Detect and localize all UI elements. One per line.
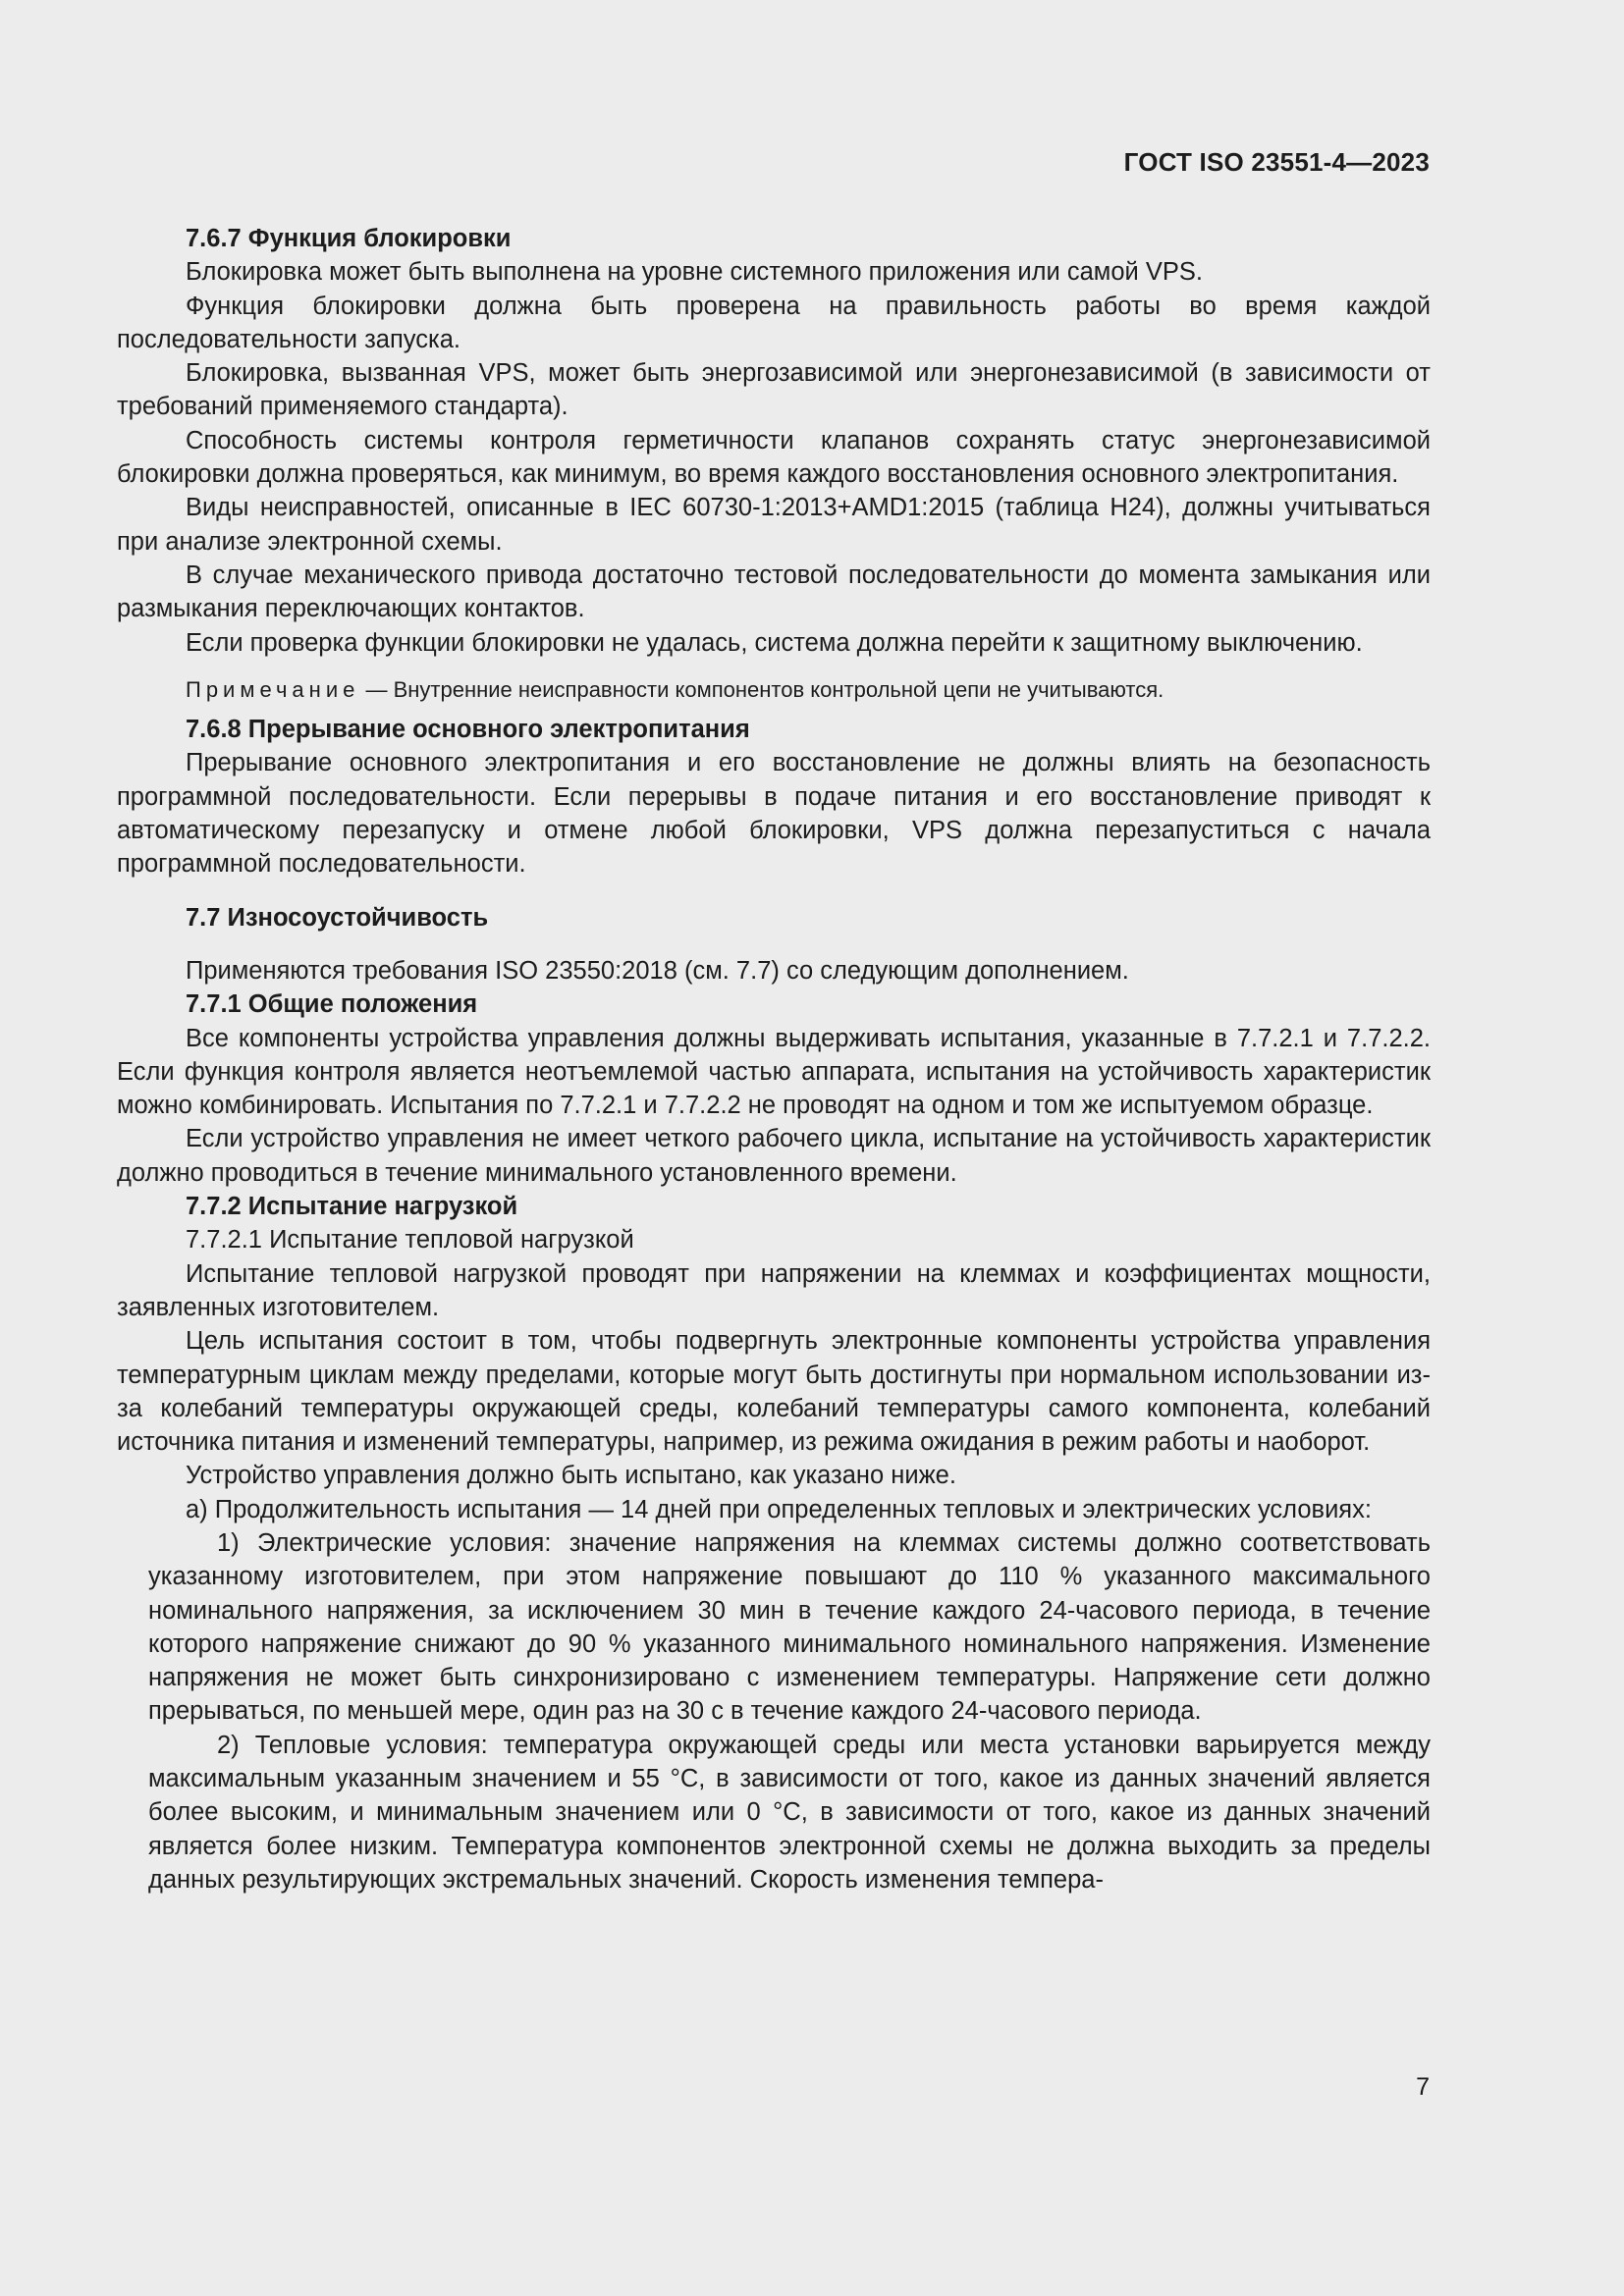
note-text: — Внутренние неисправности компонентов контрольной цепи не учитываются. <box>359 676 1164 702</box>
list-item-a: а) Продолжительность испытания — 14 дней при определенных тепловых и электрических условиях: <box>186 1495 1372 1523</box>
paragraph: Если проверка функции блокировки не удалась, система должна перейти к защитному выключению. <box>186 628 1363 657</box>
paragraph: Блокировка может быть выполнена на уровне системного приложения или самой VPS. <box>186 258 1203 287</box>
paragraph: Если устройство управления не имеет четкого рабочего цикла, испытание на устойчивость характеристик должно проводиться в течение минимального установленного времени. <box>117 1125 1431 1187</box>
paragraph: Все компоненты устройства управления должны выдерживать испытания, указанные в 7.7.2.1 и 7.7.2.2. Если функция контроля является неотъемлемой частью аппарата, испытания на устойчивость характеристик можно комбинировать. Испытания по 7.7.2.1 и 7.7.2.2 не проводят на одном и том же испытуемом образце. <box>117 1024 1431 1120</box>
paragraph: Применяются требования ISO 23550:2018 (см. 7.7) со следующим дополнением. <box>186 956 1129 985</box>
section-7-6-7-title: 7.6.7 Функция блокировки <box>186 225 512 252</box>
paragraph: Устройство управления должно быть испытано, как указано ниже. <box>186 1462 956 1490</box>
page-number: 7 <box>1416 2073 1430 2101</box>
paragraph: Виды неисправностей, описанные в IEC 60730-1:2013+AMD1:2015 (таблица H24), должны учитываться при анализе электронной схемы. <box>117 494 1431 556</box>
section-7-6-8-title: 7.6.8 Прерывание основного электропитания <box>186 716 750 744</box>
section-7-7-2-1-title: 7.7.2.1 Испытание тепловой нагрузкой <box>186 1226 634 1255</box>
section-7-7-2-title: 7.7.2 Испытание нагрузкой <box>186 1193 518 1221</box>
paragraph: Функция блокировки должна быть проверена на правильность работы во время каждой последовательности запуска. <box>117 292 1431 353</box>
paragraph: Прерывание основного электропитания и его восстановление не должны влиять на безопасность программной последовательности. Если перерывы в подаче питания и его восстановление приводят к автоматическому перезапуску и отмене любой блокировки, VPS должна перезапуститься с начала программной последовательности. <box>117 749 1431 879</box>
section-7-7-title: 7.7 Износоустойчивость <box>186 903 489 932</box>
section-7-7-1-title: 7.7.1 Общие положения <box>186 990 478 1019</box>
note-label: Примечание <box>186 676 360 702</box>
paragraph: Цель испытания состоит в том, чтобы подвергнуть электронные компоненты устройства управления температурным циклам между пределами, которые могут быть достигнуты при нормальном использовании из-за колебаний температуры окружающей среды, колебаний температуры самого компонента, колебаний источника питания и изменений температуры, например, из режима ожидания в режим работы и наоборот. <box>117 1327 1431 1457</box>
list-item-1: 1) Электрические условия: значение напряжения на клеммах системы должно соответствовать указанному изготовителем, при этом напряжение повышают до 110 % указанного максимального номинального напряжения, за исключением 30 мин в течение каждого 24-часового периода, в течение которого напряжение снижают до 90 % указанного минимального номинального напряжения. Изменение напряжения не может быть синхронизировано с изменением температуры. Напряжение сети должно прерываться, по меньшей мере, один раз на 30 с в течение каждого 24-часового периода. <box>148 1528 1431 1726</box>
document-code: ГОСТ ISO 23551-4—2023 <box>1123 147 1430 177</box>
paragraph: Испытание тепловой нагрузкой проводят при напряжении на клеммах и коэффициентах мощности, заявленных изготовителем. <box>117 1259 1431 1321</box>
note <box>117 673 1431 707</box>
paragraph: В случае механического привода достаточно тестовой последовательности до момента замыкания или размыкания переключающих контактов. <box>117 561 1431 623</box>
paragraph: Блокировка, вызванная VPS, может быть энергозависимой или энергонезависимой (в зависимости от требований применяемого стандарта). <box>117 359 1431 421</box>
page-content <box>117 222 1431 1896</box>
list-item-2: 2) Тепловые условия: температура окружающей среды или места установки варьируется между максимальным указанным значением и 55 °С, в зависимости от того, какое из данных значений является более высоким, и минимальным значением или 0 °С, в зависимости от того, какое из данных значений является более низким. Температура компонентов электронной схемы не должна выходить за пределы данных результирующих экстремальных значений. Скорость изменения темпера- <box>148 1731 1431 1894</box>
paragraph: Способность системы контроля герметичности клапанов сохранять статус энергонезависимой блокировки должна проверяться, как минимум, во время каждого восстановления основного электропитания. <box>117 426 1431 489</box>
